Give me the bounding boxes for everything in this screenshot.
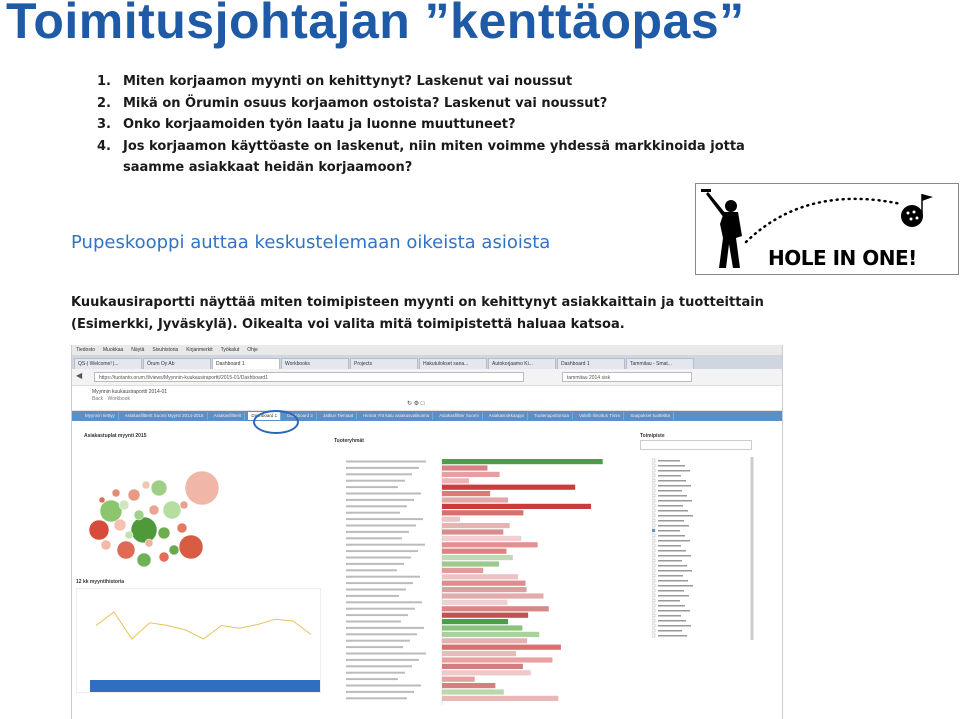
question-text: Onko korjaamoiden työn laatu ja luonne muuttuneet? [123,117,516,132]
bubble [177,523,187,533]
bubble [125,531,133,539]
sheet-tab[interactable]: Myynnin tiettyy [82,412,119,420]
bar-label [346,589,406,591]
report-title: Myynnin kuukausiraportti 2014-01 [92,389,168,395]
browser-tab[interactable]: Hakutulokset sana... [419,358,487,369]
bar-label [346,601,422,603]
bubble [169,545,179,555]
filter-checklist [652,455,762,645]
bar-label [346,563,404,565]
filter-label [658,625,691,627]
bar [442,593,543,598]
bar-label [346,678,398,680]
refresh-icon[interactable]: ↻ ⚙ □ [407,401,425,407]
bar-label [346,544,425,546]
sheet-tab-active[interactable]: Dashboard 1 [248,412,281,420]
filter-label [658,550,686,552]
bar [442,657,552,662]
bar [442,651,516,656]
filter-checkbox [652,589,655,592]
browser-tab[interactable]: Autokorjaamo Ki... [488,358,556,369]
question-text: Miten korjaamon myynti on kehittynyt? Laskenut vai noussut [123,74,573,89]
bubble [100,500,122,522]
hole-in-one-image [695,183,959,275]
bubble [145,539,153,547]
search-input[interactable]: tammitau 2014 sisk [562,372,692,382]
bar-label [346,659,419,661]
bar [442,536,521,541]
bubble [114,519,126,531]
filter-checkbox [652,594,655,597]
bubble [137,553,151,567]
filter-dropdown[interactable] [640,440,752,450]
question-number: 1. [97,74,111,89]
filter-label [658,525,689,527]
filter-checkbox [652,634,655,637]
bar [442,683,495,688]
filter-checkbox [652,604,655,607]
bar [442,677,475,682]
bubble-panel-title: Asiakastuplat myynti 2015 [84,433,147,439]
filter-checkbox [652,564,655,567]
filter-checkbox [652,514,655,517]
bar-label [346,653,426,655]
menu-item[interactable]: Työkalut [220,347,240,353]
bar-label [346,531,409,533]
filter-label [658,610,690,612]
question-text: Mikä on Örumin osuus korjaamon ostoista? Laskenut vai noussut? [123,95,608,111]
bar-label [346,691,414,693]
question-text: Jos korjaamon käyttöaste on laskenut, niin miten voimme yhdessä markkinoida jotta saamme asiakkaat heidän korjaamoon? [123,138,745,175]
annotation-circle [253,410,299,434]
browser-menubar [72,345,782,355]
bubble [134,510,144,520]
bar-label [346,480,405,482]
bar-label [346,537,402,539]
filter-label [658,595,689,597]
filter-label [658,505,683,507]
sheet-tab[interactable]: Asiakasfiltter Suomi [436,412,483,420]
bar-label [346,672,405,674]
bubble [112,489,120,497]
bubble [158,527,170,539]
bar [442,472,500,477]
filter-checkbox [652,534,655,537]
filter-checkbox [652,459,655,462]
bar-label [346,595,399,597]
filter-label [658,540,690,542]
bar-label [346,473,412,475]
bar-label [346,467,419,469]
filter-checkbox [652,574,655,577]
bar [442,555,513,560]
sheet-tab[interactable]: Dashboard 2 [284,412,317,420]
bar-label [346,582,413,584]
bar [442,523,510,528]
bar-label [346,569,397,571]
filter-checkbox [652,504,655,507]
filter-label [658,465,685,467]
bar [442,504,591,509]
bar-label [346,550,418,552]
subtitle: Pupeskooppi auttaa keskustelemaan oikeista asioista [71,232,551,253]
bar [442,606,549,611]
filter-label [658,580,688,582]
filter-label [658,515,693,517]
filter-label [658,510,688,512]
filter-label [658,520,684,522]
bar-label [346,608,415,610]
bar-label [346,614,408,616]
menu-item[interactable]: Tiedosto [76,347,95,353]
report-breadcrumb[interactable]: Back · Workbook [92,396,130,402]
filter-label [658,475,681,477]
filter-label [658,565,687,567]
bubble-chart [84,455,224,575]
question-item [97,136,757,179]
filter-label [658,495,687,497]
bar-label [346,518,423,520]
filter-label [658,545,681,547]
bar-label [346,697,407,699]
filter-panel-label: Toimipiste [640,433,665,439]
bar [442,600,508,605]
filter-label [658,560,682,562]
sheet-tab[interactable]: Jatkuv Tiemaat [320,412,357,420]
filter-label [658,470,690,472]
filter-checkbox [652,569,655,572]
filter-checkbox [652,479,655,482]
sheet-tab[interactable]: Valvilli ilmoitus Timm [576,412,624,420]
line-chart-axis-band [90,680,320,692]
bar [442,465,487,470]
filter-checkbox [652,499,655,502]
bar [442,689,504,694]
filter-label [658,585,693,587]
bar [442,491,490,496]
filter-label [658,615,681,617]
bubble [163,501,181,519]
bubble [151,480,167,496]
browser-tab[interactable]: Örum Oy Ab [143,358,211,369]
browser-tabbar [72,355,782,369]
bar [442,645,561,650]
bar [442,696,558,701]
filter-checkbox [652,549,655,552]
description: Kuukausiraportti näyttää miten toimipisteen myynti on kehittynyt asiakkaittain ja tuotteittain (Esimerkki, Jyväskylä). Oikealta voi valita mitä toimipistettä haluaa katsoa. [71,295,764,332]
bar [442,542,538,547]
filter-checkbox [652,614,655,617]
filter-checkbox [652,474,655,477]
bar-label [346,646,403,648]
bubble [142,481,150,489]
bar [442,670,531,675]
menu-item[interactable]: Muokkaa [103,347,124,353]
bar [442,497,508,502]
menu-item[interactable]: Ohje [247,347,258,353]
question-number: 4. [97,138,111,154]
app-header [72,386,782,411]
sheet-tab[interactable]: Hinnat Yht katu asiakasvalikoima [360,412,433,420]
sheet-tab[interactable]: Saapukset tuotteitta [627,412,674,420]
filter-checkbox [652,554,655,557]
menu-item[interactable]: Kirjanmerkit [186,347,213,353]
filter-checkbox [652,599,655,602]
browser-tab[interactable]: Tammitau - Smat... [626,358,694,369]
filter-checkbox [652,619,655,622]
filter-label [658,555,691,557]
filter-label [658,480,686,482]
question-number: 2. [97,95,111,111]
bar [442,485,575,490]
filter-label [658,605,685,607]
bar-label [346,499,414,501]
bar-label [346,486,398,488]
filter-checkbox [652,519,655,522]
filter-checkbox [652,539,655,542]
filter-checkbox [652,469,655,472]
bar [442,581,526,586]
filter-checkbox [652,544,655,547]
bubble [128,489,140,501]
bar [442,510,523,515]
bar-label [346,627,424,629]
bar [442,587,527,592]
filter-checkbox [652,624,655,627]
filter-label [658,460,680,462]
filter-checkbox [652,509,655,512]
filter-checkbox [652,484,655,487]
browser-tab[interactable]: Dashboard 1 [557,358,625,369]
bar [442,568,483,573]
menu-item[interactable]: Sivuhistoria [152,347,179,353]
bubble [99,497,105,503]
filter-checkbox [652,584,655,587]
address-bar[interactable]: https://tuotanto.orum.fi/views/Myynnin-kuukausiraportti/2015-01/Dashboard1 [94,372,524,382]
bar [442,561,499,566]
bubble [117,541,135,559]
browser-toolbar [72,369,782,386]
filter-checkbox [652,609,655,612]
filter-label [658,600,680,602]
line-chart [76,588,321,693]
bubble [101,540,111,550]
filter-label [658,630,682,632]
bar-label [346,493,421,495]
filter-label [658,530,680,532]
bar-label [346,512,400,514]
bubble [180,501,188,509]
filter-checkbox [652,464,655,467]
filter-checkbox [652,489,655,492]
bar [442,478,469,483]
question-list [97,71,757,179]
filter-label [658,620,686,622]
bar [442,638,527,643]
bar-label [346,557,411,559]
dashboard-screenshot [71,345,783,719]
bar-label [346,640,410,642]
slide-title: Toimitusjohtajan ”kenttäopas” [6,0,745,49]
bar-chart [334,455,634,710]
bubble [119,500,129,510]
browser-tab-active[interactable]: Dashboard 1 [212,358,280,369]
bar [442,549,506,554]
filter-label [658,570,692,572]
bar [442,664,523,669]
bar [442,625,522,630]
bubble [185,471,219,505]
bar-label [346,576,420,578]
bar-label [346,685,421,687]
filter-label [658,535,685,537]
bubble [159,552,169,562]
question-item [97,93,757,115]
bubble [89,520,109,540]
filter-label [658,590,684,592]
filter-checkbox [652,559,655,562]
bar-label [346,461,426,463]
filter-label [658,635,687,637]
bar-label [346,505,407,507]
bubble [179,535,203,559]
sheet-tab[interactable]: Tuotenapottomaa [531,412,573,420]
question-item [97,114,757,136]
question-item [97,71,757,93]
bar [442,517,460,522]
line-panel-title: 12 kk myyntihistoria [76,579,125,585]
bubble [131,517,157,543]
filter-checkbox [652,524,655,527]
bar [442,619,508,624]
bar-label [346,621,401,623]
filter-label [658,575,683,577]
question-number: 3. [97,117,111,132]
bar-panel-title: Tuoteryhmät [334,438,364,444]
bar [442,632,539,637]
bar [442,529,503,534]
filter-label [658,500,692,502]
filter-checkbox [652,579,655,582]
hole-in-one-text: HOLE IN ONE! [768,246,917,270]
sheet-tab[interactable]: Asiakasfiltterit Suomi Myynti 2014-2015 [122,412,208,420]
sheet-tab[interactable]: Asiakasrokkaappi [486,412,528,420]
sheet-tab[interactable]: Asiakasfiltterit [211,412,246,420]
bar-label [346,633,417,635]
browser-tab[interactable]: Workbooks [281,358,349,369]
menu-item[interactable]: Näytä [131,347,145,353]
bar-label [346,525,416,527]
filter-checkbox [652,494,655,497]
bubble [149,505,159,515]
browser-tab[interactable]: QS-| Welcome! |... [74,358,142,369]
browser-tab[interactable]: Projects [350,358,418,369]
filter-label [658,485,691,487]
bar-label [346,665,412,667]
sheet-tabs [72,411,782,421]
filter-label [658,490,682,492]
bar [442,613,528,618]
bar [442,574,518,579]
filter-checkbox [652,529,655,532]
back-icon[interactable]: ◀ [76,371,83,380]
filter-checkbox [652,629,655,632]
bar [442,459,603,464]
